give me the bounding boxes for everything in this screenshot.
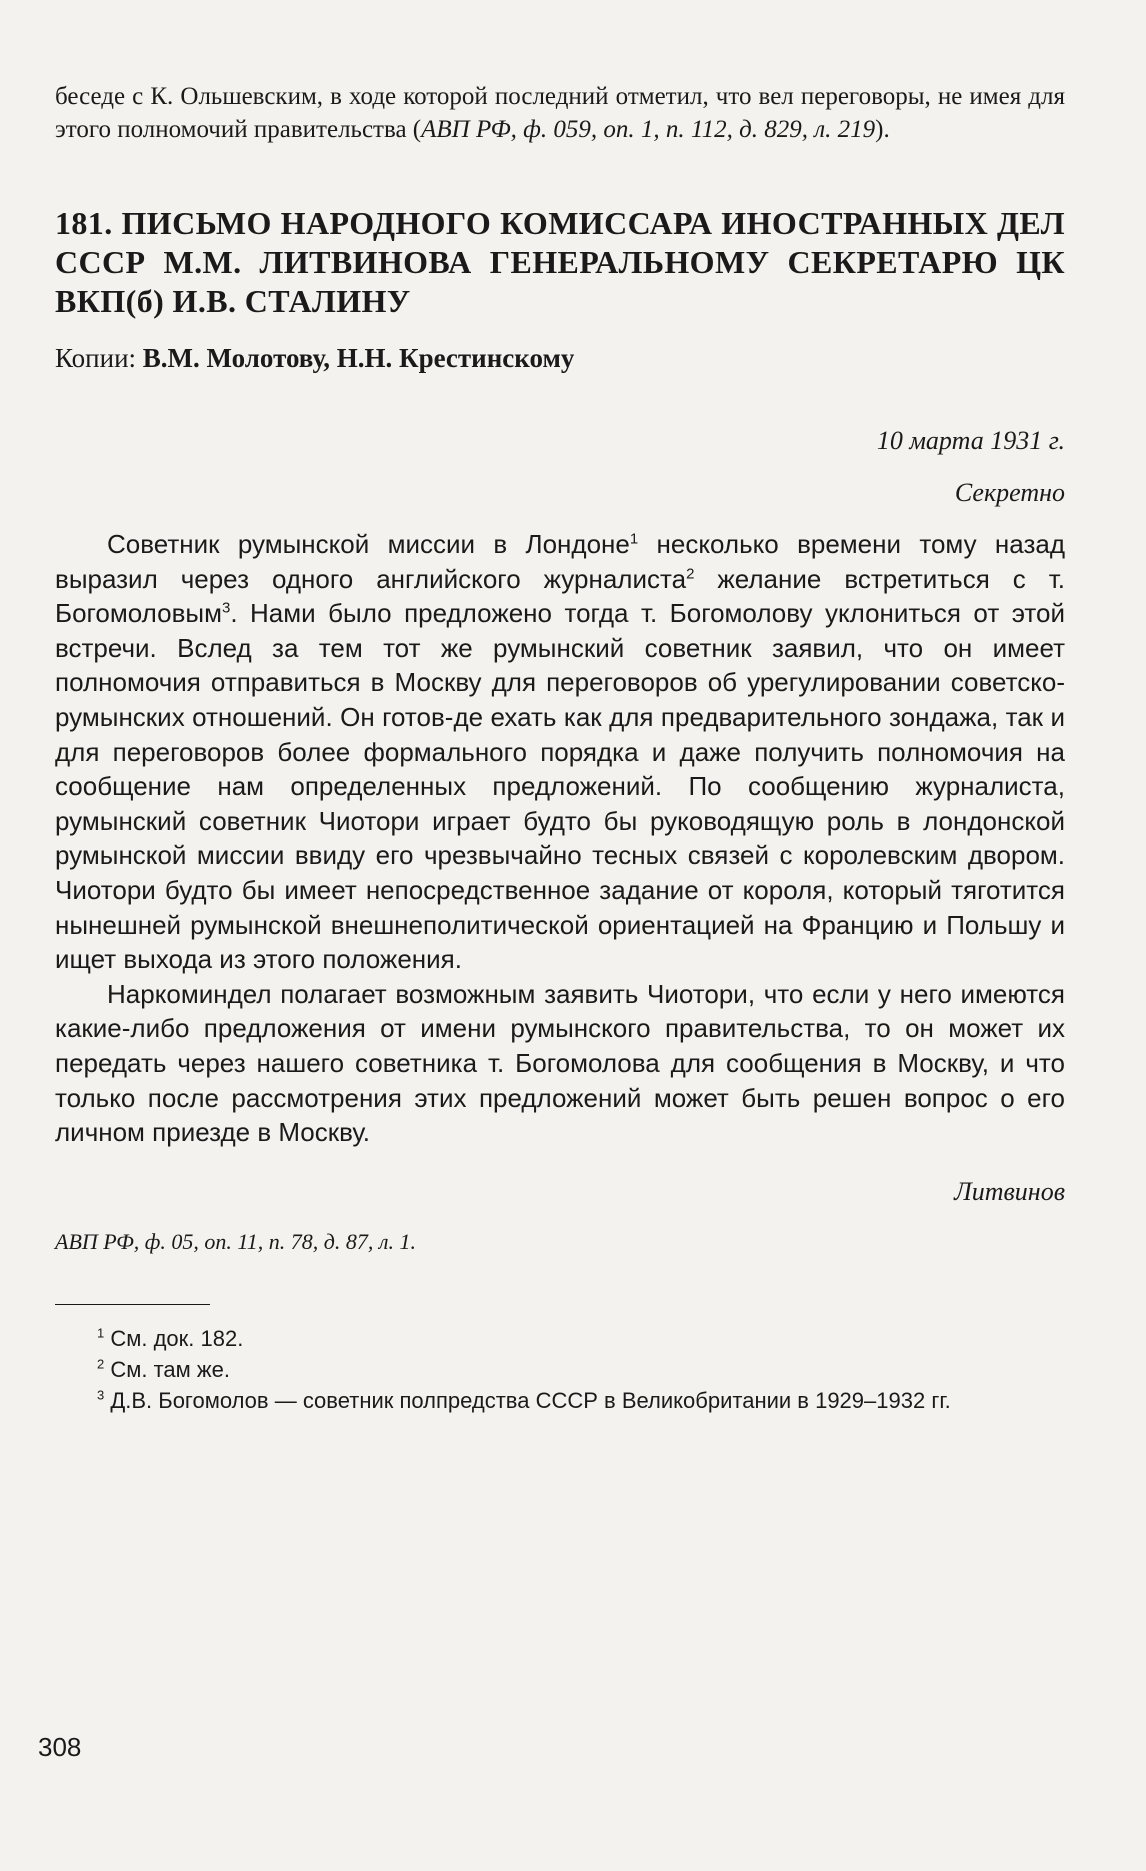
footnote-3: [55, 1385, 1065, 1416]
footnote-1: [55, 1323, 1065, 1354]
signature: Литвинов: [954, 1176, 1065, 1206]
document-date: 10 марта 1931 г.: [876, 426, 1065, 455]
footnote-2: [55, 1354, 1065, 1385]
footnote-divider: [55, 1304, 210, 1305]
body-p1-part-a: Советник румынской миссии в Лондоне: [107, 529, 630, 559]
copies-recipients: В.М. Молотову, Н.Н. Крестинскому: [142, 343, 575, 373]
intro-text: беседе с К. Ольшевским, в ходе которой последний отметил, что вел переговоры, не имея для этого полномочий правительства (: [55, 83, 1065, 143]
page-number: 308: [38, 1732, 82, 1762]
letter-body: [55, 527, 1065, 1150]
copies-line: [55, 341, 1065, 375]
body-paragraph-2: Наркоминдел полагает возможным заявить Чиотори, что если у него имеются какие-либо предложения от имени румынского правительства, то он может их передать через нашего советника т. Богомолова для сообщения в Москву, и что только после рассмотрения этих предложений может быть решен вопрос о его личном приезде в Москву.: [55, 978, 1065, 1148]
archive-reference: АВП РФ, ф. 05, оп. 11, п. 78, д. 87, л. 1.: [55, 1228, 417, 1254]
classification-mark: Секретно: [954, 478, 1065, 507]
body-p1-part-d: . Нами было предложено тогда т. Богомолову уклониться от этой встречи. Вслед за тем тот же румынский советник заявил, что он имеет полномочия отправиться в Москву для переговоров об урегулировании советско-румынских отношений. Он готов-де ехать как для предварительного зондажа, так и для переговоров более формального порядка и даже получить полномочия на сообщение нам определенных предложений. По сообщению журналиста, румынский советник Чиотори играет будто бы руководящую роль в лондонской румынской миссии ввиду его чрезвычайно тесных связей с королевским двором. Чиотори будто бы имеет непосредственное задание от короля, который тяготится нынешней румынской внешнеполитической ориентацией на Францию и Польшу и ищет выхода из этого положения.: [55, 598, 1065, 975]
footnote-1-text: См. док. 182.: [104, 1325, 244, 1351]
footnote-2-text: См. там же.: [104, 1356, 230, 1382]
page-content: [55, 80, 1065, 1416]
body-p1-part-c: желание встретиться с т. Богомоловым: [55, 563, 1065, 629]
footnote-3-text: Д.В. Богомолов — советник полпредства СССР в Великобритании в 1929–1932 гг.: [104, 1387, 951, 1413]
footnote-1-number: 1: [97, 1325, 105, 1341]
footnote-ref-1: 1: [629, 530, 639, 548]
copies-label: Копии:: [55, 343, 137, 373]
body-p1-part-b: несколько времени тому назад выразил через одного английского журналиста: [55, 529, 1065, 594]
intro-close: ).: [875, 116, 890, 143]
footnote-ref-3: 3: [221, 599, 231, 617]
footnote-ref-2: 2: [686, 564, 695, 582]
intro-archive-ref: АВП РФ, ф. 059, оп. 1, п. 112, д. 829, л. 219: [421, 116, 876, 143]
document-title: 181. ПИСЬМО НАРОДНОГО КОМИССАРА ИНОСТРАННЫХ ДЕЛ СССР М.М. ЛИТВИНОВА ГЕНЕРАЛЬНОМУ СЕКРЕТАРЮ ЦК ВКП(б) И.В. СТАЛИНУ: [55, 205, 1065, 319]
body-paragraph-1: [55, 527, 1065, 977]
footnote-2-number: 2: [97, 1356, 105, 1372]
footnotes: [55, 1323, 1065, 1416]
footnote-3-number: 3: [97, 1387, 105, 1403]
intro-paragraph: [55, 80, 1065, 146]
